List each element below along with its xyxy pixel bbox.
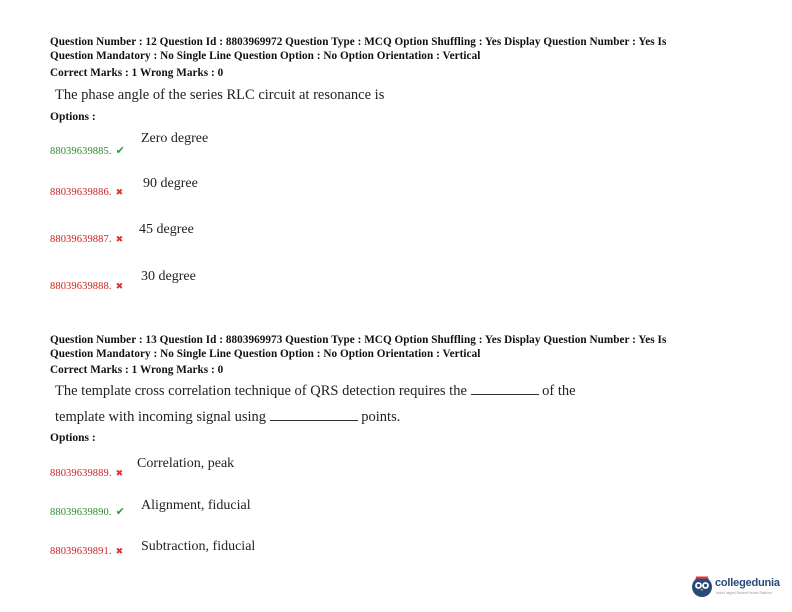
option-id-text: 88039639886. <box>50 187 112 198</box>
owl-icon <box>690 574 714 598</box>
option-text: Zero degree <box>141 131 209 146</box>
question-text-part: The template cross correlation technique of QRS detection requires the <box>55 383 467 399</box>
question-13-text-line1 <box>55 382 576 400</box>
option-text: 90 degree <box>143 176 198 191</box>
question-12-meta <box>50 35 740 63</box>
question-meta-line1: Question Number : 12 Question Id : 8803969972 Question Type : MCQ Option Shuffling : Yes Display Question Number : Yes Is <box>50 36 667 48</box>
option-id-text: 88039639890. <box>50 507 112 518</box>
cross-icon: ✖ <box>115 235 124 245</box>
answer-blank <box>270 419 358 421</box>
question-meta-line2: Question Mandatory : No Single Line Question Option : No Option Orientation : Vertical <box>50 50 481 62</box>
check-icon: ✔ <box>115 144 125 157</box>
option-text: 30 degree <box>141 269 196 284</box>
question-12-marks: Correct Marks : 1 Wrong Marks : 0 <box>50 67 224 79</box>
option-id <box>50 546 123 557</box>
question-text-part: of the <box>542 383 576 399</box>
cross-icon: ✖ <box>115 547 124 557</box>
logo-wordmark: collegedunia <box>715 577 780 589</box>
question-13-meta <box>50 333 740 361</box>
option-id-text: 88039639889. <box>50 468 112 479</box>
question-meta-line1: Question Number : 13 Question Id : 8803969973 Question Type : MCQ Option Shuffling : Yes Display Question Number : Yes Is <box>50 334 667 346</box>
collegedunia-logo[interactable] <box>690 572 786 602</box>
option-id <box>50 505 125 518</box>
option-text: Correlation, peak <box>137 456 235 471</box>
answer-blank <box>471 393 539 395</box>
option-id-text: 88039639885. <box>50 146 112 157</box>
question-12-text: The phase angle of the series RLC circuit at resonance is <box>55 87 385 103</box>
option-id-text: 88039639888. <box>50 281 112 292</box>
question-12-options-label: Options : <box>50 111 96 123</box>
question-meta-line2: Question Mandatory : No Single Line Question Option : No Option Orientation : Vertical <box>50 348 481 360</box>
option-id <box>50 144 125 157</box>
option-id <box>50 468 123 479</box>
option-id-text: 88039639887. <box>50 234 112 245</box>
question-13-marks: Correct Marks : 1 Wrong Marks : 0 <box>50 364 224 376</box>
logo-tagline: India's largest Student Review Platform <box>716 591 772 595</box>
cross-icon: ✖ <box>115 282 124 292</box>
question-13-text-line2 <box>55 408 400 426</box>
option-text: Subtraction, fiducial <box>141 539 256 554</box>
option-id <box>50 187 123 198</box>
question-13-options-label: Options : <box>50 432 96 444</box>
option-text: 45 degree <box>139 222 194 237</box>
question-text-part: points. <box>361 409 401 425</box>
option-id-text: 88039639891. <box>50 546 112 557</box>
question-text-part: template with incoming signal using <box>55 409 267 425</box>
cross-icon: ✖ <box>115 188 124 198</box>
option-id <box>50 281 123 292</box>
option-id <box>50 234 123 245</box>
option-text: Alignment, fiducial <box>141 498 251 513</box>
check-icon: ✔ <box>115 505 125 518</box>
cross-icon: ✖ <box>115 469 124 479</box>
